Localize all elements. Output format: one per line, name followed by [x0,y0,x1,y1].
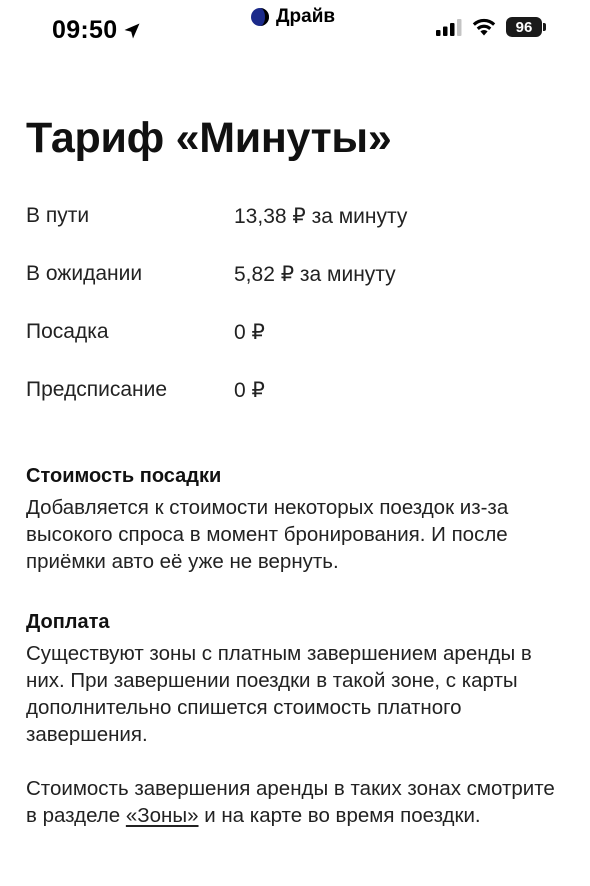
status-time: 09:50 [52,16,118,44]
tariff-row-precharge [26,378,566,436]
tariff-row-in-transit [26,204,566,262]
cellular-signal-icon [436,18,462,36]
surcharge-text-2 [26,775,571,829]
drive-logo-icon [250,7,270,27]
surcharge-section [26,611,571,829]
battery-indicator: 96 [506,17,542,37]
tariff-value: 13,38 ₽ за минуту [234,205,408,228]
tariff-label: Посадка [26,320,109,343]
zones-link[interactable]: «Зоны» [125,804,199,827]
surcharge-text-2-before: Стоимость завершения аренды в таких зонах смотрите в разделе [26,777,555,827]
carrier-group [250,6,335,28]
surcharge-text-1: Существуют зоны с платным завершением аренды в них. При завершении поездки в такой зоне, с карты дополнительно спишется стоимость платного завершения. [26,642,532,746]
tariff-value: 0 ₽ [234,379,265,402]
location-arrow-icon [123,22,141,40]
carrier-label: Драйв [276,6,336,27]
tariff-label: В пути [26,204,90,227]
tariff-row-waiting [26,262,566,320]
tariff-label: Предсписание [26,378,168,401]
surcharge-heading: Доплата [26,611,110,633]
boarding-cost-text: Добавляется к стоимости некоторых поездок из-за высокого спроса в момент бронирования. И после приёмки авто её уже не вернуть. [26,496,509,573]
boarding-cost-section [26,465,571,575]
boarding-cost-heading: Стоимость посадки [26,465,222,487]
wifi-icon [472,18,496,36]
status-indicators [436,17,542,37]
time-group [52,16,141,45]
page-title: Тариф «Минуты» [26,114,392,162]
tariff-table [26,204,566,436]
tariff-value: 0 ₽ [234,321,265,344]
surcharge-text-2-after: и на карте во время поездки. [198,804,481,827]
tariff-row-boarding [26,320,566,378]
tariff-value: 5,82 ₽ за минуту [234,263,396,286]
tariff-label: В ожидании [26,262,143,285]
status-bar [0,0,590,60]
